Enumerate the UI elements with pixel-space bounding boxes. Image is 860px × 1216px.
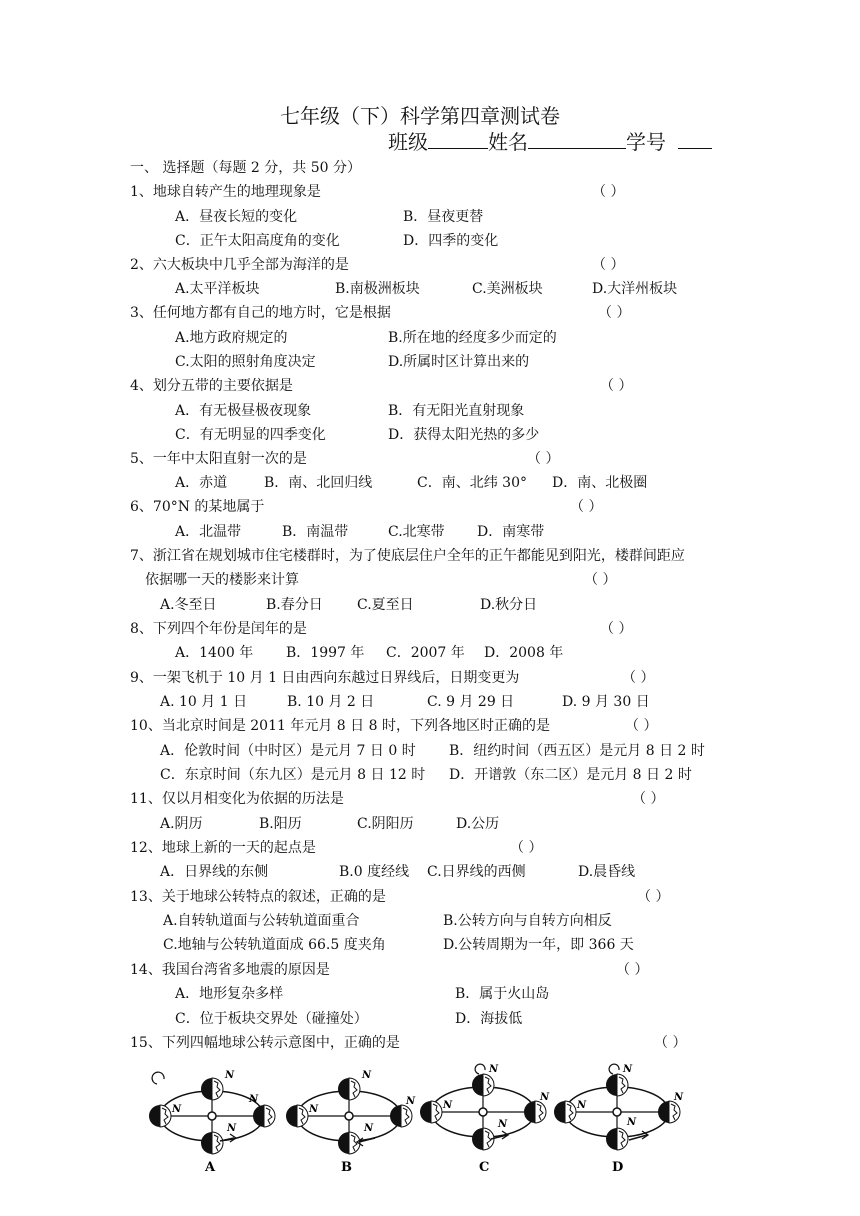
question-stem: 10、当北京时间是 2011 年元月 8 日 8 时，下列各地区时正确的是 [130,718,550,734]
option[interactable]: A.自转轨道面与公转轨道面重合 [163,913,360,929]
option[interactable]: B.春分日 [266,597,323,613]
option[interactable]: C．有无明显的四季变化 [175,427,326,443]
option[interactable]: D．四季的变化 [403,233,499,249]
option[interactable]: D．南寒带 [477,524,545,540]
answer-bracket[interactable]: （ ） [637,889,670,905]
option[interactable]: C.美洲板块 [472,281,543,297]
option[interactable]: B.公转方向与自转方向相反 [443,913,612,929]
option[interactable]: D.秋分日 [480,597,538,613]
option[interactable]: D．获得太阳光热的多少 [388,427,540,443]
option[interactable]: B．南、北回归线 [264,475,373,491]
option[interactable]: D.公转周期为一年，即 366 天 [443,937,634,953]
option[interactable]: A．日界线的东侧 [160,864,269,880]
svg-text:N: N [540,1092,550,1103]
option[interactable]: D．海拔低 [455,1011,523,1027]
option[interactable]: C．正午太阳高度角的变化 [175,233,340,249]
svg-text:N: N [443,1100,453,1111]
option[interactable]: C.日界线的西侧 [427,864,526,880]
option[interactable]: C．位于板块交界处（碰撞处） [175,1011,368,1027]
option[interactable]: A.冬至日 [160,597,217,613]
answer-bracket[interactable]: （ ） [654,1035,687,1051]
answer-bracket[interactable]: （ ） [598,305,631,321]
option[interactable]: B．昼夜更替 [403,209,484,225]
question-stem: 1、地球自转产生的地理现象是 [130,184,321,200]
option[interactable]: B. 10 月 2 日 [287,694,375,710]
answer-bracket[interactable]: （ ） [592,257,625,273]
diagram-label-a: A [205,1160,216,1175]
option[interactable]: A．地形复杂多样 [175,986,284,1002]
option[interactable]: B.阳历 [259,816,302,832]
svg-text:N: N [674,1092,684,1103]
orbit-diagram-d[interactable] [554,1064,684,1150]
question-stem: 13、关于地球公转特点的叙述，正确的是 [130,889,386,905]
option[interactable]: D．开谱敦（东二区）是元月 8 日 2 时 [449,767,692,783]
answer-bracket[interactable]: （ ） [527,451,560,467]
orbit-diagram-c[interactable] [420,1064,550,1150]
diagram-label-c: C [479,1160,490,1175]
svg-text:N: N [406,1096,416,1107]
option[interactable]: B.0 度经线 [339,864,410,880]
svg-text:N: N [309,1104,319,1115]
svg-text:N: N [227,1123,237,1134]
option[interactable]: D.大洋州板块 [592,281,678,297]
option[interactable]: D. 9 月 30 日 [562,694,650,710]
answer-bracket[interactable]: （ ） [632,791,665,807]
question-stem: 6、70°N 的某地属于 [130,499,265,515]
question-stem: 9、一架飞机于 10 月 1 日由西向东越过日界线后，日期变更为 [130,670,520,686]
option[interactable]: C. 9 月 29 日 [427,694,515,710]
option[interactable]: D.公历 [456,816,500,832]
option[interactable]: C.阴阳历 [357,816,414,832]
option[interactable]: B．1997 年 [286,645,365,661]
name-label: 姓名 [488,130,528,154]
svg-text:N: N [172,1104,182,1115]
option[interactable]: B.所在地的经度多少而定的 [388,330,557,346]
option[interactable]: D.晨昏线 [578,864,636,880]
class-label: 班级 [388,130,428,154]
question-stem: 15、下列四幅地球公转示意图中，正确的是 [130,1035,400,1051]
svg-text:N: N [364,1123,374,1134]
option[interactable]: D.所属时区计算出来的 [388,354,530,370]
answer-bracket[interactable]: （ ） [616,962,649,978]
option[interactable]: A.阴历 [160,816,203,832]
option[interactable]: C．东京时间（东九区）是元月 8 日 12 时 [160,767,426,783]
option[interactable]: C.地轴与公转轨道面成 66.5 度夹角 [163,937,386,953]
option[interactable]: A．昼夜长短的变化 [175,209,298,225]
number-label: 学号 [626,130,666,154]
option[interactable]: A．有无极昼极夜现象 [175,403,312,419]
option[interactable]: B．有无阳光直射现象 [388,403,525,419]
option[interactable]: C．南、北纬 30° [417,475,527,491]
svg-text:N: N [225,1070,235,1081]
svg-text:N: N [489,1064,499,1075]
answer-bracket[interactable]: （ ） [625,718,658,734]
question-stem: 3、任何地方都有自己的地方时，它是根据 [130,305,391,321]
option[interactable]: C.太阳的照射角度决定 [175,354,316,370]
diagram-label-b: B [341,1160,352,1175]
svg-text:N: N [362,1070,372,1081]
option[interactable]: A.太平洋板块 [175,281,260,297]
option[interactable]: A．赤道 [175,475,228,491]
question-stem-continued: 依据哪一天的楼影来计算 [145,572,299,588]
option[interactable]: B．属于火山岛 [455,986,550,1002]
page-title: 七年级（下）科学第四章测试卷 [280,104,560,128]
orbit-diagram-b[interactable] [286,1070,416,1154]
option[interactable]: C.夏至日 [357,597,414,613]
answer-bracket[interactable]: （ ） [592,184,625,200]
answer-bracket[interactable]: （ ） [584,572,617,588]
diagram-label-d: D [612,1160,624,1175]
svg-text:N: N [623,1064,633,1075]
question-stem: 14、我国台湾省多地震的原因是 [130,962,330,978]
question-stem: 12、地球上新的一天的起点是 [130,840,316,856]
orbit-diagram-a[interactable] [149,1070,275,1154]
option[interactable]: A．北温带 [175,524,242,540]
answer-bracket[interactable]: （ ） [600,621,633,637]
question-stem: 5、一年中太阳直射一次的是 [130,451,307,467]
option[interactable]: B．南温带 [282,524,349,540]
option[interactable]: C.北寒带 [388,524,445,540]
question-stem: 7、浙江省在规划城市住宅楼群时，为了使底层住户全年的正午都能见到阳光，楼群间距应 [130,548,685,564]
answer-bracket[interactable]: （ ） [600,378,633,394]
answer-bracket[interactable]: （ ） [570,499,603,515]
section-heading: 一、 选择题（每题 2 分，共 50 分） [130,160,361,176]
question-stem: 4、划分五带的主要依据是 [130,378,293,394]
option[interactable]: C．2007 年 [386,645,465,661]
svg-text:N: N [627,1117,637,1128]
svg-text:N: N [249,1094,259,1105]
option[interactable]: D．2008 年 [484,645,564,661]
option[interactable]: B．纽约时间（西五区）是元月 8 日 2 时 [449,743,705,759]
question-stem: 2、六大板块中几乎全部为海洋的是 [130,257,349,273]
option[interactable]: A．1400 年 [175,645,254,661]
answer-bracket[interactable]: （ ） [622,670,655,686]
svg-text:N: N [577,1100,587,1111]
option[interactable]: A. 10 月 1 日 [160,694,248,710]
option[interactable]: A.地方政府规定的 [175,330,288,346]
question-stem: 11、仅以月相变化为依据的历法是 [130,791,344,807]
option[interactable]: D．南、北极圈 [552,475,648,491]
svg-text:N: N [498,1119,508,1130]
question-stem: 8、下列四个年份是闰年的是 [130,621,307,637]
option[interactable]: A．伦敦时间（中时区）是元月 7 日 0 时 [160,743,416,759]
option[interactable]: B.南极洲板块 [335,281,420,297]
answer-bracket[interactable]: （ ） [510,840,543,856]
